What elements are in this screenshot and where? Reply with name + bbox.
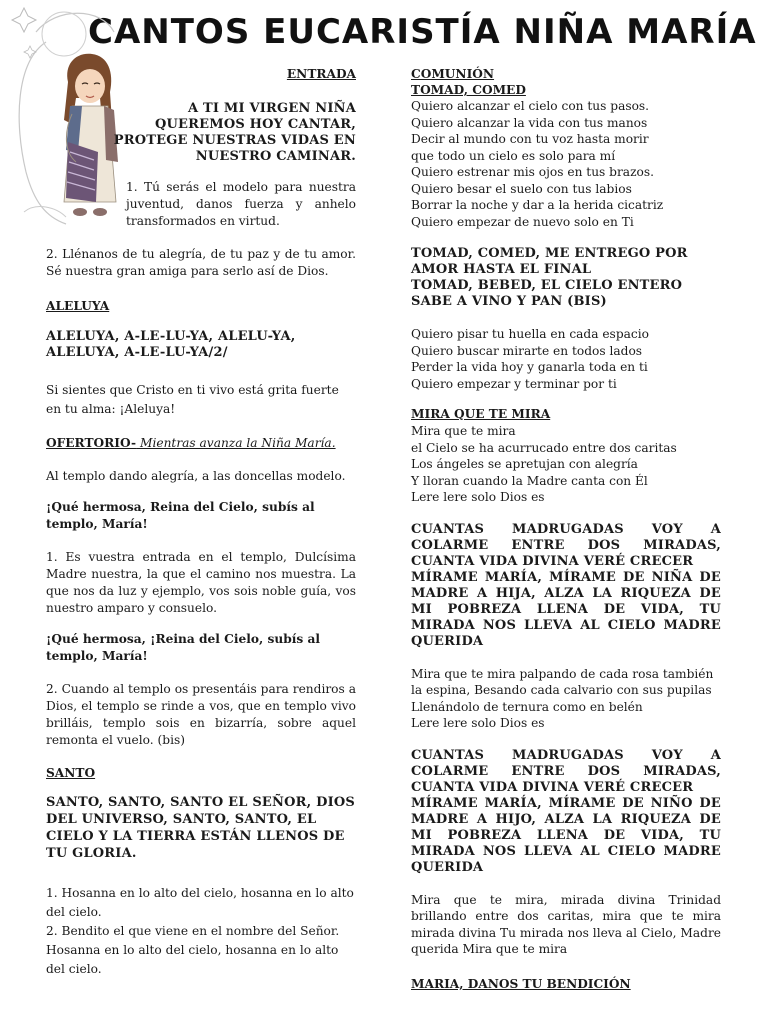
tomad-verse-1 [411, 98, 721, 230]
verse-line: Quiero empezar de nuevo solo en Ti [411, 214, 634, 229]
tomad-heading: TOMAD, COMED [411, 83, 526, 97]
verse-line: Quiero pisar tu huella en cada espacio [411, 327, 649, 341]
mira-verse-1 [411, 423, 721, 506]
comunion-heading: COMUNIÓN [411, 67, 495, 81]
ofertorio-refrain-2: ¡Qué hermosa, ¡Reina del Cielo, subís al templo, María! [46, 632, 320, 663]
verse-line: Decir al mundo con tu voz hasta morir [411, 132, 649, 146]
mira-refrain-2: MÍRAME MARÍA, MÍRAME DE NIÑA DE MADRE A HIJA, ALZA LA RIQUEZA DE MI POBREZA LLENA DE VIDA, TU MIRADA NOS LLEVA AL CIELO MADRE QUERIDA [411, 569, 721, 649]
santo-heading: SANTO [46, 766, 96, 780]
entrada-heading: ENTRADA [286, 67, 356, 81]
verse-line: Quiero empezar y terminar por ti [411, 376, 617, 391]
mira-verse-2-line-3: Llenándolo de ternura como en belén [411, 699, 643, 714]
refrain-line: TOMAD, BEBED, EL CIELO ENTERO SABE A VINO Y PAN (BIS) [411, 278, 683, 309]
ofertorio-refrain-1: ¡Qué hermosa, Reina del Cielo, subís al templo, María! [46, 500, 315, 531]
verse-line: Lere lere solo Dios es [411, 490, 545, 504]
mira-refrain-4: MÍRAME MARÍA, MÍRAME DE NIÑO DE MADRE A HIJO, ALZA LA RIQUEZA DE MI POBREZA LLENA DE VIDA, TU MIRADA NOS LLEVA AL CIELO MADRE QUERIDA [411, 795, 721, 875]
verse-line: Mira que te mira [411, 424, 516, 438]
verse-line: Quiero besar el suelo con tus labios [411, 181, 632, 196]
aleluya-text: Si sientes que Cristo en ti vivo está grita fuerte en tu alma: ¡Aleluya! [46, 383, 339, 416]
santo-verse-2: 2. Bendito el que viene en el nombre del Señor. Hosanna en lo alto del cielo, hosanna en lo alto del cielo. [46, 924, 340, 976]
entrada-verse-2: 2. Llénanos de tu alegría, de tu paz y de tu amor. Sé nuestra gran amiga para serlo así de Dios. [46, 247, 356, 278]
verse-line: Los ángeles se apretujan con alegría [411, 457, 638, 471]
verse-line: Perder la vida hoy y ganarla toda en ti [411, 360, 648, 374]
page-title: CANTOS EUCARISTÍA NIÑA MARÍA [88, 12, 757, 52]
refrain-line: AMOR HASTA EL FINAL [411, 262, 592, 277]
right-column [411, 66, 721, 993]
entrada-verse-1: 1. Tú serás el modelo para nuestra juventud, danos fuerza y anhelo transformados en virtud. [126, 180, 356, 228]
mira-refrain-1: CUANTAS MADRUGADAS VOY A COLARME ENTRE DOS MIRADAS, CUANTA VIDA DIVINA VERÉ CRECER [411, 521, 721, 569]
ofertorio-verse-1: 1. Es vuestra entrada en el templo, Dulcísima Madre nuestra, la que el camino nos muestra. La que nos da luz y ejemplo, vos sois noble guía, vos nuestro amparo y consuelo. [46, 550, 356, 615]
aleluya-heading: ALELUYA [46, 299, 110, 313]
ofertorio-heading-line [46, 435, 356, 452]
verse-line: Borrar la noche y dar a la herida cicatriz [411, 198, 664, 212]
santo-verse-1: 1. Hosanna en lo alto del cielo, hosanna en lo alto del cielo. [46, 886, 354, 919]
verse-line: Quiero buscar mirarte en todos lados [411, 343, 643, 358]
ofertorio-subheading: Mientras avanza la Niña María. [136, 436, 336, 450]
mira-verse-3: Mira que te mira, mirada divina Trinidad brillando entre dos caritas, mira que te mira mirada divina Tu mirada nos lleva al Cielo, Madre querida Mira que te mira [411, 892, 721, 956]
tomad-refrain [411, 246, 721, 310]
entrada-refrain: A TI MI VIRGEN NIÑA QUEREMOS HOY CANTAR, PROTEGE NUESTRAS VIDAS EN NUESTRO CAMINAR. [113, 101, 356, 164]
mira-heading: MIRA QUE TE MIRA [411, 407, 551, 421]
refrain-line: TOMAD, COMED, ME ENTREGO POR [411, 246, 688, 261]
maria-heading: MARIA, DANOS TU BENDICIÓN [411, 976, 631, 991]
santo-refrain: SANTO, SANTO, SANTO EL SEÑOR, DIOS DEL UNIVERSO, SANTO, SANTO, EL CIELO Y LA TIERRA ESTÁN LLENOS DE TU GLORIA. [46, 795, 355, 861]
tomad-verse-2 [411, 326, 721, 392]
aleluya-refrain: ALELUYA, A-LE-LU-YA, ALELU-YA, ALELUYA, A-LE-LU-YA/2/ [46, 329, 296, 360]
mira-verse-2: Mira que te mira palpando de cada rosa también la espina, Besando cada calvario con sus pupilas [411, 666, 714, 697]
ofertorio-verse-2: 2. Cuando al templo os presentáis para rendiros a Dios, el templo se rinde a vos, que en templo vivo brilláis, templo sois en bizarría, sobre aquel remonta el vuelo. (bis) [46, 682, 356, 747]
left-column [46, 66, 356, 979]
mira-refrain-3: CUANTAS MADRUGADAS VOY A COLARME ENTRE DOS MIRADAS, CUANTA VIDA DIVINA VERÉ CRECER [411, 747, 721, 795]
verse-line: que todo un cielo es solo para mí [411, 148, 616, 163]
ofertorio-heading: OFERTORIO- [46, 436, 137, 450]
verse-line: el Cielo se ha acurrucado entre dos caritas [411, 440, 677, 455]
verse-line: Quiero alcanzar el cielo con tus pasos. [411, 99, 650, 113]
verse-line: Quiero estrenar mis ojos en tus brazos. [411, 165, 654, 179]
verse-line: Quiero alcanzar la vida con tus manos [411, 115, 648, 130]
ofertorio-intro: Al templo dando alegría, a las doncellas modelo. [46, 469, 346, 483]
verse-line: Y lloran cuando la Madre canta con Él [411, 473, 648, 488]
mira-verse-2-line-4: Lere lere solo Dios es [411, 716, 545, 730]
